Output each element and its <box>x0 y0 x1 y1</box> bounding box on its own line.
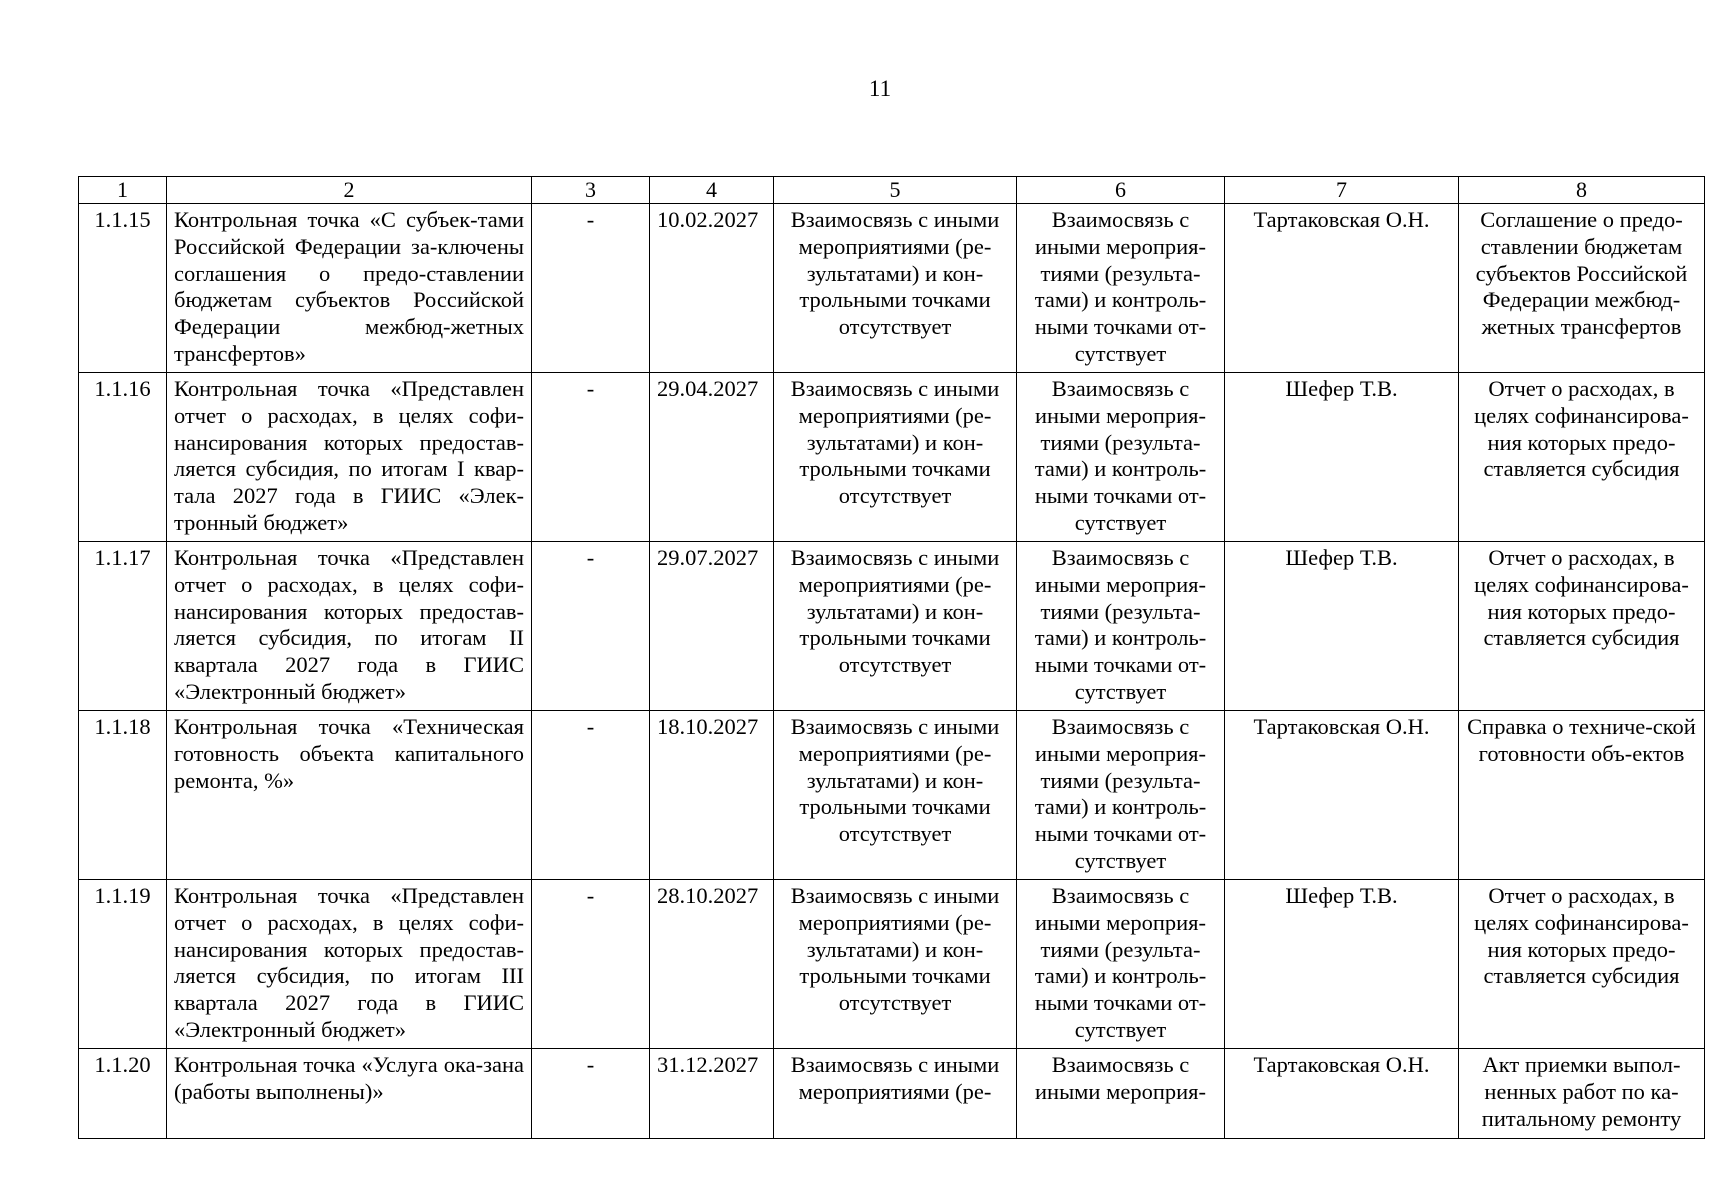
confirming-document: Отчет о расходах, в целях софинансирова-ния которых предо-ставляется субсидия <box>1459 542 1705 711</box>
column-3-value: - <box>532 711 650 880</box>
table-row <box>79 204 1705 373</box>
table-row <box>79 373 1705 542</box>
deadline-date: 31.12.2027 <box>650 1049 774 1139</box>
responsible-person: Тартаковская О.Н. <box>1225 1049 1459 1139</box>
relationship-measures: Взаимосвязь с иными мероприятиями (ре-зультатами) и кон-трольными точками отсутствует <box>774 542 1017 711</box>
deadline-date: 10.02.2027 <box>650 204 774 373</box>
control-point-name: Контрольная точка «Техническая готовность объекта капитального ремонта, %» <box>167 711 532 880</box>
table-row <box>79 542 1705 711</box>
confirming-document: Акт приемки выпол-ненных работ по ка-питальному ремонту <box>1459 1049 1705 1139</box>
page-number: 11 <box>868 76 892 101</box>
relationship-results: Взаимосвязь с иными мероприя-тиями (результа-тами) и контроль-ными точками от-сутствует <box>1017 542 1225 711</box>
relationship-measures: Взаимосвязь с иными мероприятиями (ре- <box>774 1049 1017 1139</box>
column-3-value: - <box>532 542 650 711</box>
responsible-person: Шефер Т.В. <box>1225 880 1459 1049</box>
column-header: 2 <box>167 177 532 204</box>
relationship-results: Взаимосвязь с иными мероприя-тиями (результа-тами) и контроль-ными точками от-сутствует <box>1017 204 1225 373</box>
column-header: 8 <box>1459 177 1705 204</box>
control-point-name: Контрольная точка «С субъек-тами Российской Федерации за-ключены соглашения о предо-ставлении бюджетам субъектов Российской Федерации межбюд-жетных трансфертов» <box>167 204 532 373</box>
deadline-date: 29.04.2027 <box>650 373 774 542</box>
column-3-value: - <box>532 373 650 542</box>
relationship-results: Взаимосвязь с иными мероприя- <box>1017 1049 1225 1139</box>
control-point-name: Контрольная точка «Представлен отчет о расходах, в целях софи-нансирования которых предостав-ляется субсидия, по итогам I квар-тала 2027 года в ГИИС «Элек-тронный бюджет» <box>167 373 532 542</box>
confirming-document: Справка о техниче-ской готовности объ-ектов <box>1459 711 1705 880</box>
control-point-name: Контрольная точка «Представлен отчет о расходах, в целях софи-нансирования которых предостав-ляется субсидия, по итогам II квартала 2027 года в ГИИС «Электронный бюджет» <box>167 542 532 711</box>
column-header: 3 <box>532 177 650 204</box>
table-row <box>79 711 1705 880</box>
control-point-name: Контрольная точка «Услуга ока-зана (работы выполнены)» <box>167 1049 532 1139</box>
column-header: 4 <box>650 177 774 204</box>
responsible-person: Тартаковская О.Н. <box>1225 711 1459 880</box>
responsible-person: Тартаковская О.Н. <box>1225 204 1459 373</box>
table-row <box>79 1049 1705 1139</box>
relationship-measures: Взаимосвязь с иными мероприятиями (ре-зультатами) и кон-трольными точками отсутствует <box>774 880 1017 1049</box>
deadline-date: 29.07.2027 <box>650 542 774 711</box>
row-number: 1.1.16 <box>79 373 167 542</box>
column-3-value: - <box>532 1049 650 1139</box>
row-number: 1.1.17 <box>79 542 167 711</box>
confirming-document: Отчет о расходах, в целях софинансирова-ния которых предо-ставляется субсидия <box>1459 880 1705 1049</box>
relationship-measures: Взаимосвязь с иными мероприятиями (ре-зультатами) и кон-трольными точками отсутствует <box>774 204 1017 373</box>
relationship-results: Взаимосвязь с иными мероприя-тиями (результа-тами) и контроль-ными точками от-сутствует <box>1017 373 1225 542</box>
relationship-measures: Взаимосвязь с иными мероприятиями (ре-зультатами) и кон-трольными точками отсутствует <box>774 711 1017 880</box>
table-header-row <box>79 177 1705 204</box>
column-3-value: - <box>532 880 650 1049</box>
control-point-name: Контрольная точка «Представлен отчет о расходах, в целях софи-нансирования которых предостав-ляется субсидия, по итогам III квартала 2027 года в ГИИС «Электронный бюджет» <box>167 880 532 1049</box>
table-row <box>79 880 1705 1049</box>
relationship-results: Взаимосвязь с иными мероприя-тиями (результа-тами) и контроль-ными точками от-сутствует <box>1017 711 1225 880</box>
row-number: 1.1.15 <box>79 204 167 373</box>
column-header: 1 <box>79 177 167 204</box>
column-header: 5 <box>774 177 1017 204</box>
deadline-date: 28.10.2027 <box>650 880 774 1049</box>
relationship-results: Взаимосвязь с иными мероприя-тиями (результа-тами) и контроль-ными точками от-сутствует <box>1017 880 1225 1049</box>
relationship-measures: Взаимосвязь с иными мероприятиями (ре-зультатами) и кон-трольными точками отсутствует <box>774 373 1017 542</box>
deadline-date: 18.10.2027 <box>650 711 774 880</box>
column-3-value: - <box>532 204 650 373</box>
row-number: 1.1.20 <box>79 1049 167 1139</box>
column-header: 6 <box>1017 177 1225 204</box>
responsible-person: Шефер Т.В. <box>1225 373 1459 542</box>
control-points-table <box>78 176 1705 1139</box>
row-number: 1.1.18 <box>79 711 167 880</box>
confirming-document: Отчет о расходах, в целях софинансирова-ния которых предо-ставляется субсидия <box>1459 373 1705 542</box>
row-number: 1.1.19 <box>79 880 167 1049</box>
confirming-document: Соглашение о предо-ставлении бюджетам субъектов Российской Федерации межбюд-жетных трансфертов <box>1459 204 1705 373</box>
column-header: 7 <box>1225 177 1459 204</box>
responsible-person: Шефер Т.В. <box>1225 542 1459 711</box>
